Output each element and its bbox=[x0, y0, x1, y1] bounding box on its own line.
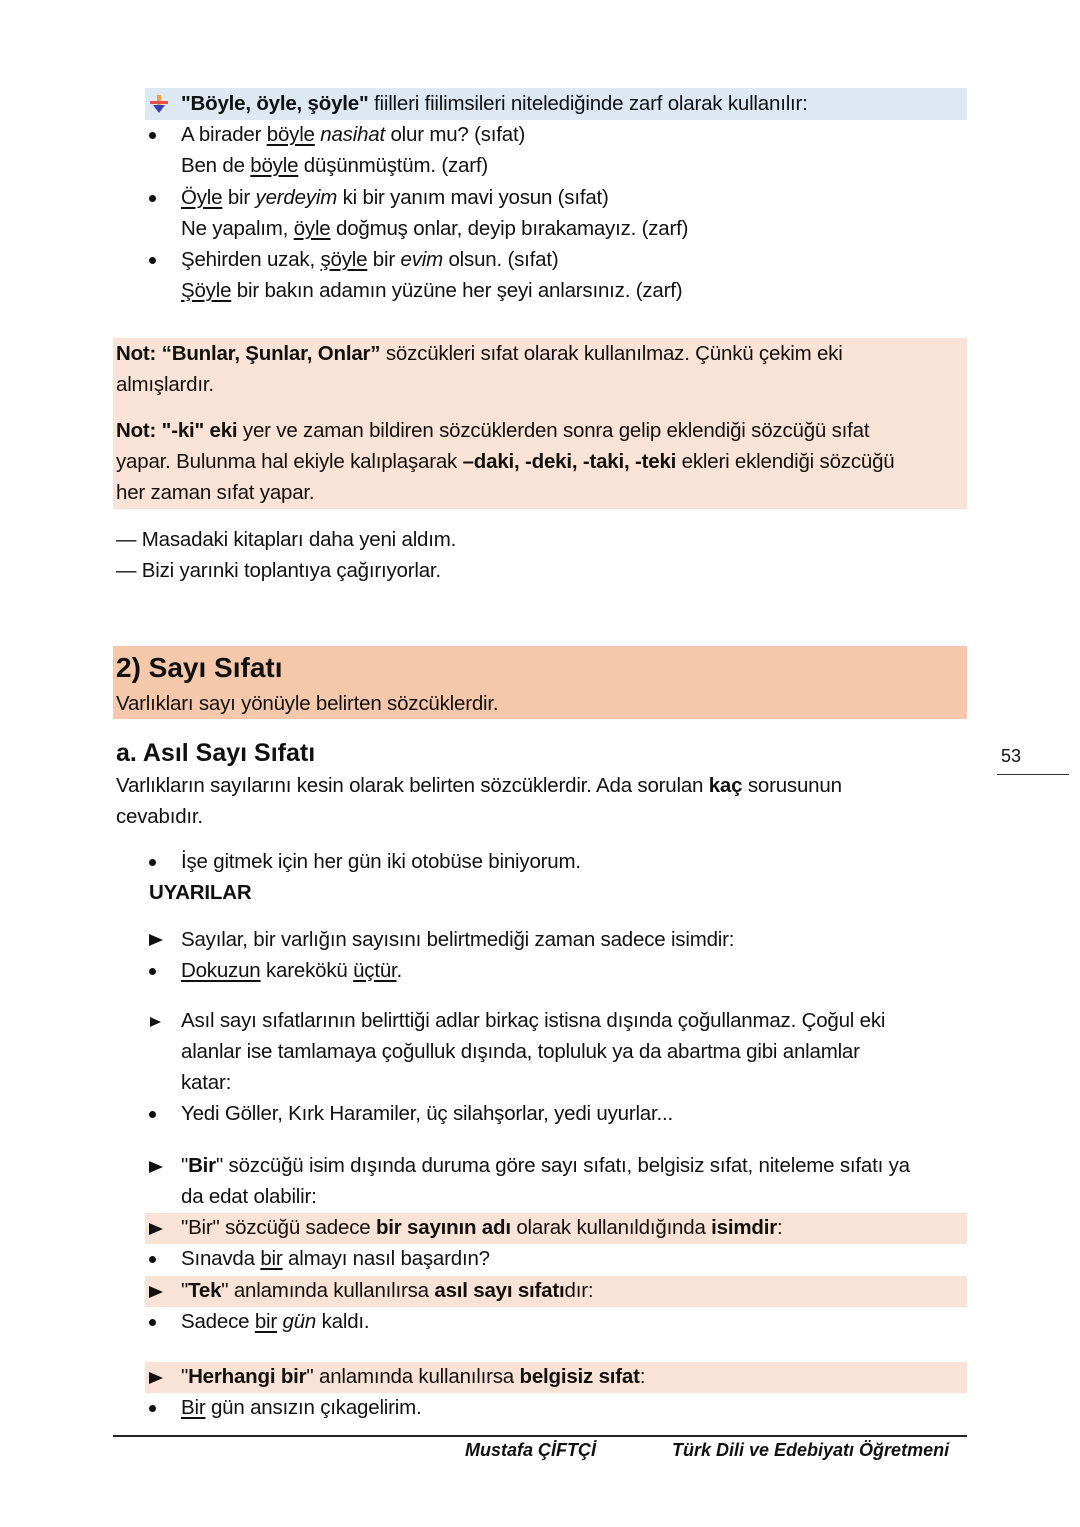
bullet-icon bbox=[149, 968, 156, 975]
text-run: –daki, -deki, -taki, -teki bbox=[462, 450, 677, 473]
text-run: düşünmüştüm. (zarf) bbox=[298, 154, 488, 177]
text-run: : bbox=[777, 1216, 783, 1239]
note-2 bbox=[116, 447, 895, 477]
bullet-icon bbox=[149, 1319, 156, 1326]
text-run: da edat olabilir: bbox=[181, 1185, 317, 1208]
section-title: 2) Sayı Sıfatı bbox=[116, 652, 283, 683]
text-run: Tek bbox=[188, 1279, 222, 1302]
text-run: Yedi Göller, Kırk Haramiler, üç silahşorlar, yedi uyurlar... bbox=[181, 1102, 673, 1125]
example-sentence: İşe gitmek için her gün iki otobüse biniyorum. bbox=[181, 850, 581, 873]
example-zarf bbox=[181, 276, 682, 306]
text-run: bir bbox=[367, 248, 401, 271]
text-run: alanlar ise tamlamaya çoğulluk dışında, topluluk ya da abartma gibi anlamlar bbox=[181, 1040, 860, 1063]
text-run: Dokuzun bbox=[181, 959, 261, 982]
text-run: belgisiz sıfat bbox=[519, 1365, 640, 1388]
example-zarf bbox=[181, 214, 688, 244]
bullet-icon bbox=[149, 1256, 156, 1263]
text-run: bir bbox=[254, 1310, 278, 1333]
text-run: Not: "-ki" eki bbox=[116, 419, 238, 442]
arrow-bullet-icon bbox=[150, 1017, 161, 1027]
note-2 bbox=[116, 416, 869, 446]
text-run: cevabıdır. bbox=[116, 805, 203, 828]
subsection-desc bbox=[116, 802, 203, 832]
warning-4-example bbox=[181, 1244, 490, 1274]
warning-1-example bbox=[181, 956, 402, 986]
text-run: asıl sayı sıfatı bbox=[434, 1279, 565, 1302]
ki-example: — Masadaki kitapları daha yeni aldım. bbox=[116, 528, 457, 551]
bullet-icon bbox=[149, 1111, 156, 1118]
note-2 bbox=[116, 478, 314, 508]
bullet-icon bbox=[149, 1405, 156, 1412]
warning-2 bbox=[181, 1006, 885, 1036]
warning-1 bbox=[181, 925, 734, 955]
footer-rule bbox=[113, 1435, 967, 1437]
arrow-bullet-icon bbox=[149, 1372, 163, 1384]
page-number-rule bbox=[997, 774, 1069, 775]
arrow-bullet-icon bbox=[149, 934, 163, 946]
text-run: olarak kullanıldığında bbox=[510, 1216, 712, 1239]
tip-heading bbox=[181, 89, 808, 119]
example-sifat bbox=[181, 183, 609, 213]
note-1 bbox=[116, 370, 214, 400]
bullet-icon bbox=[149, 195, 156, 202]
arrow-bullet-icon bbox=[149, 1161, 163, 1173]
text-run: bir bbox=[222, 186, 256, 209]
text-run: . bbox=[396, 959, 403, 982]
text-run: ekleri eklendiği sözcüğü bbox=[676, 450, 895, 473]
arrow-bullet-icon bbox=[149, 1223, 163, 1235]
text-run: " bbox=[181, 1154, 189, 1177]
text-run: Herhangi bir bbox=[188, 1365, 307, 1388]
warning-6-example bbox=[181, 1393, 422, 1423]
warning-4 bbox=[181, 1213, 783, 1243]
text-run: almışlardır. bbox=[116, 373, 214, 396]
text-run: Ne yapalım, bbox=[181, 217, 294, 240]
section-subtitle: Varlıkları sayı yönüyle belirten sözcüklerdir. bbox=[116, 692, 499, 715]
text-run: gün ansızın çıkagelirim. bbox=[205, 1396, 422, 1419]
text-run: Varlıkların sayılarını kesin olarak belirten sözcüklerdir. Ada sorulan bbox=[116, 774, 709, 797]
text-run: Asıl sayı sıfatlarının belirttiği adlar birkaç istisna dışında çoğullanmaz. Çoğul eki bbox=[181, 1009, 886, 1032]
warning-3 bbox=[181, 1151, 910, 1181]
footer-author: Mustafa ÇİFTÇİ bbox=[465, 1440, 597, 1460]
example-sifat bbox=[181, 120, 525, 150]
text-run: katar: bbox=[181, 1071, 232, 1094]
text-run: isimdir bbox=[711, 1216, 777, 1239]
text-run: kaldı. bbox=[316, 1310, 370, 1333]
text-run: gün bbox=[282, 1310, 317, 1333]
text-run: Bir bbox=[188, 1154, 216, 1177]
arrow-down-icon bbox=[148, 93, 170, 115]
subsection-title: a. Asıl Sayı Sıfatı bbox=[116, 739, 316, 767]
ki-example: — Bizi yarınki toplantıya çağırıyorlar. bbox=[116, 559, 441, 582]
text-run: yerdeyim bbox=[255, 186, 338, 209]
text-run: almayı nasıl başardın? bbox=[282, 1247, 490, 1270]
text-run: olur mu? (sıfat) bbox=[384, 123, 526, 146]
page-number: 53 bbox=[1001, 746, 1022, 766]
text-run: şöyle bbox=[320, 248, 368, 271]
note-1 bbox=[116, 339, 843, 369]
text-run: nasihat bbox=[320, 123, 385, 146]
warnings-label: UYARILAR bbox=[149, 881, 252, 904]
text-run: karekökü bbox=[260, 959, 354, 982]
text-run: Sayılar, bir varlığın sayısını belirtmediği zaman sadece isimdir: bbox=[181, 928, 735, 951]
text-run: Not: “Bunlar, Şunlar, Onlar” bbox=[116, 342, 381, 365]
warning-6 bbox=[181, 1362, 645, 1392]
text-run: " anlamında kullanılırsa bbox=[306, 1365, 520, 1388]
text-run: Sadece bbox=[181, 1310, 255, 1333]
warning-3 bbox=[181, 1182, 317, 1212]
warning-2 bbox=[181, 1037, 860, 1067]
text-run: öyle bbox=[293, 217, 331, 240]
text-run: " bbox=[181, 1279, 189, 1302]
text-run: doğmuş onlar, deyip bırakamayız. (zarf) bbox=[330, 217, 689, 240]
text-run: " bbox=[181, 1365, 189, 1388]
text-run: " sözcüğü isim dışında duruma göre sayı sıfatı, belgisiz sıfat, niteleme sıfatı ya bbox=[215, 1154, 910, 1177]
text-run: Bir bbox=[181, 1396, 206, 1419]
text-run: bir bbox=[260, 1247, 283, 1270]
text-run: " anlamında kullanılırsa bbox=[221, 1279, 435, 1302]
text-run: evim bbox=[400, 248, 443, 271]
example-zarf bbox=[181, 151, 488, 181]
text-run: bir sayının adı bbox=[375, 1216, 511, 1239]
text-run: Şehirden uzak, bbox=[181, 248, 321, 271]
warning-5-example bbox=[181, 1307, 369, 1337]
text-run: üçtür bbox=[353, 959, 397, 982]
text-run: ki bir yanım mavi yosun (sıfat) bbox=[337, 186, 609, 209]
text-run: Öyle bbox=[181, 186, 223, 209]
text-run: dır: bbox=[564, 1279, 594, 1302]
example-sifat bbox=[181, 245, 558, 275]
text-run: böyle bbox=[250, 154, 299, 177]
text-run: fiilleri fiilimsileri nitelediğinde zarf olarak kullanılır: bbox=[368, 92, 808, 115]
warning-5 bbox=[181, 1276, 593, 1306]
bullet-icon bbox=[149, 257, 156, 264]
text-run: sorusunun bbox=[742, 774, 842, 797]
text-run: böyle bbox=[266, 123, 315, 146]
text-run: Ben de bbox=[181, 154, 251, 177]
text-run: : bbox=[639, 1365, 646, 1388]
arrow-bullet-icon bbox=[149, 1286, 163, 1298]
text-run: "Bir" sözcüğü sadece bbox=[181, 1216, 376, 1239]
text-run: yapar. Bulunma hal ekiyle kalıplaşarak bbox=[116, 450, 463, 473]
text-run: "Böyle, öyle, şöyle" bbox=[181, 92, 369, 115]
text-run: Sınavda bbox=[181, 1247, 261, 1270]
subsection-desc bbox=[116, 771, 842, 801]
text-run: sözcükleri sıfat olarak kullanılmaz. Çünkü çekim eki bbox=[380, 342, 843, 365]
warning-2-example bbox=[181, 1099, 673, 1129]
text-run: bir bakın adamın yüzüne her şeyi anlarsınız. (zarf) bbox=[231, 279, 683, 302]
bullet-icon bbox=[149, 132, 156, 139]
text-run: A birader bbox=[181, 123, 267, 146]
text-run: her zaman sıfat yapar. bbox=[116, 481, 315, 504]
text-run: olsun. (sıfat) bbox=[442, 248, 559, 271]
text-run: kaç bbox=[708, 774, 743, 797]
text-run: Şöyle bbox=[181, 279, 232, 302]
footer-role: Türk Dili ve Edebiyatı Öğretmeni bbox=[672, 1440, 950, 1460]
text-run: yer ve zaman bildiren sözcüklerden sonra gelip eklendiği sözcüğü sıfat bbox=[237, 419, 870, 442]
warning-2 bbox=[181, 1068, 231, 1098]
bullet-icon bbox=[149, 859, 156, 866]
